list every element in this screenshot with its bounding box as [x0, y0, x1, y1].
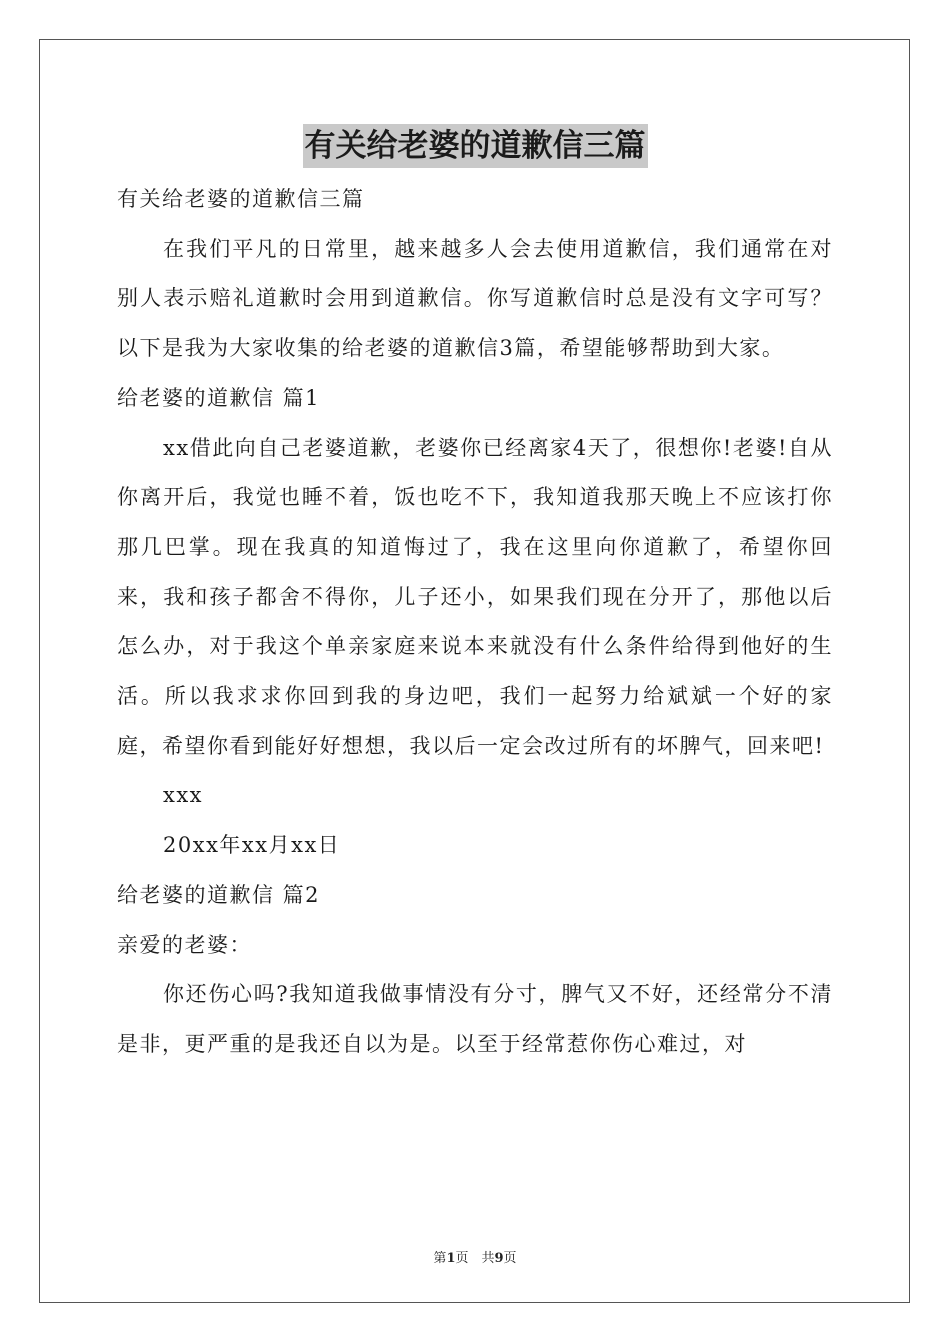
letter-2-salutation: 亲爱的老婆：: [117, 932, 252, 957]
section-heading-2: 给老婆的道歉信 篇2: [117, 882, 321, 907]
total-page-number: 9: [494, 1251, 504, 1266]
intro-paragraph: 在我们平凡的日常里，越来越多人会去使用道歉信，我们通常在对别人表示赔礼道歉时会用到道歉信。你写道歉信时总是没有文字可写？以下是我为大家收集的给老婆的道歉信3篇，希望能够帮助到大家。: [117, 236, 833, 361]
document-title: 有关给老婆的道歉信三篇: [303, 124, 648, 168]
title-wrap: [0, 124, 950, 168]
footer-suffix: 页: [503, 1251, 517, 1266]
footer-prefix: 第: [433, 1251, 447, 1266]
footer-middle: 页 共: [455, 1251, 495, 1266]
current-page-number: 1: [446, 1251, 456, 1266]
letter-1-body: xx借此向自己老婆道歉，老婆你已经离家4天了，很想你!老婆!自从你离开后，我觉也睡不着，饭也吃不下，我知道我那天晚上不应该打你那几巴掌。现在我真的知道悔过了，我在这里向你道歉了，希望你回来，我和孩子都舍不得你，儿子还小，如果我们现在分开了，那他以后怎么办，对于我这个单亲家庭来说本来就没有什么条件给得到他好的生活。所以我求求你回到我的身边吧，我们一起努力给斌斌一个好的家庭，希望你看到能好好想想，我以后一定会改过所有的坏脾气，回来吧!: [117, 435, 833, 758]
section-heading-1: 给老婆的道歉信 篇1: [117, 385, 321, 410]
page-footer: [0, 1247, 950, 1266]
letter-2-body: 你还伤心吗?我知道我做事情没有分寸，脾气又不好，还经常分不清是非，更严重的是我还自以为是。以至于经常惹你伤心难过，对: [117, 982, 833, 1056]
document-body: [117, 175, 833, 1070]
subtitle-line: 有关给老婆的道歉信三篇: [117, 187, 365, 211]
letter-1-signature: xxx: [163, 783, 204, 808]
letter-1-date: 20xx年xx月xx日: [163, 833, 341, 858]
